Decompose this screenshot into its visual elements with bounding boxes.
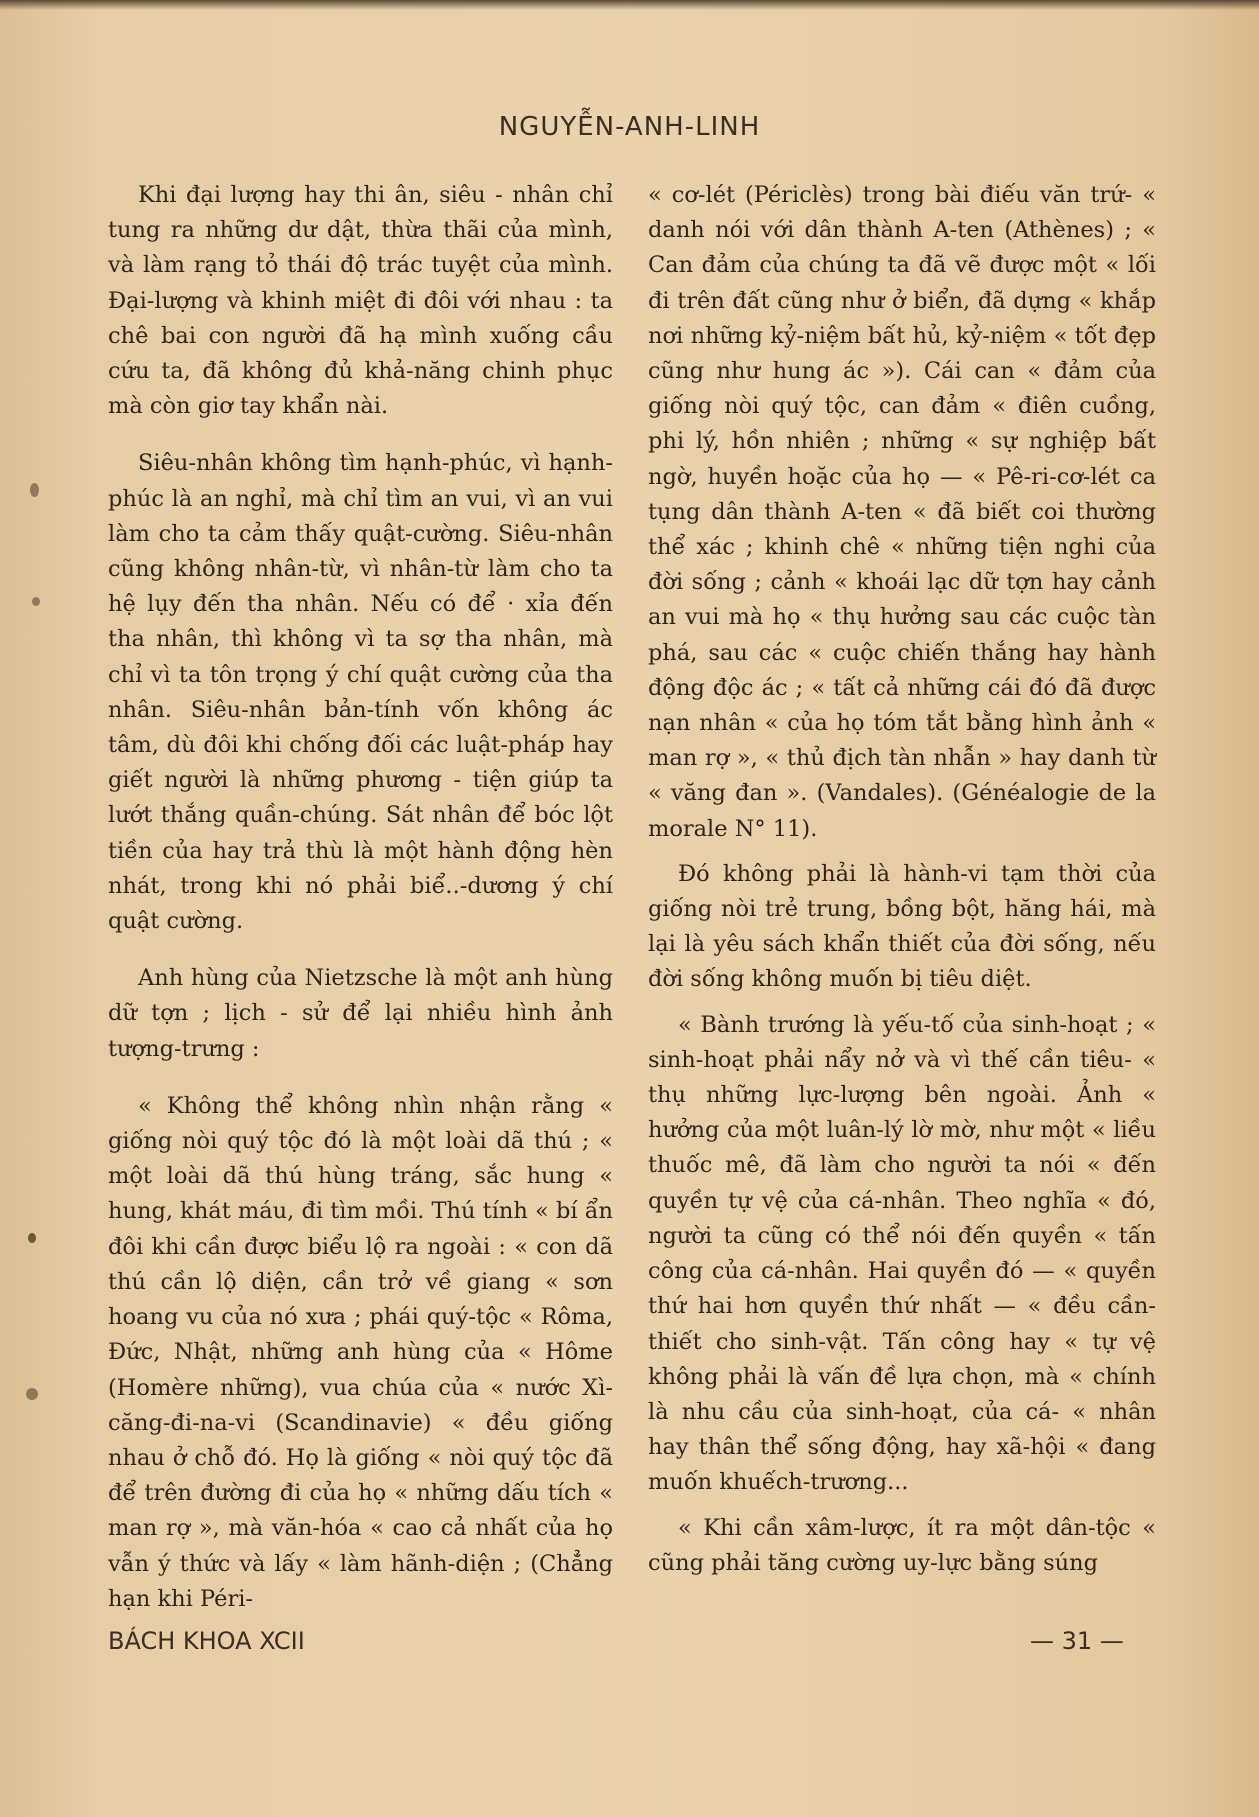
quote-paragraph: « Không thể không nhìn nhận rằng « giống nòi quý tộc đó là một loài dã thú ; « một loài dã thú hùng tráng, sắc hung « hung, khát máu, đi tìm mồi. Thú tính « bí ẩn đôi khi cần được biểu lộ ra ngoài : « con dã thú cần lộ diện, cần trở về giang « sơn hoang vu của nó xưa ; phái quý-tộc « Rôma, Đức, Nhật, những anh hùng của « Hôme (Homère những), vua chúa của « nước Xì-căng-đi-na-vi (Scandinavie) « đều giống nhau ở chỗ đó. Họ là giống « nòi quý tộc đã để trên đường đi của họ « những dấu tích « man rợ », mà văn-hóa « cao cả nhất của họ vẫn ý thức và lấy « làm hãnh-diện ; (Chẳng hạn khi Péri- — [108, 1092, 613, 1612]
magazine-footer: BÁCH KHOA XCII — [108, 1627, 305, 1655]
right-column — [648, 178, 1156, 1581]
ink-spot — [32, 597, 40, 606]
ink-spot — [28, 1233, 36, 1243]
quote-paragraph: « Bành trướng là yếu-tố của sinh-hoạt ; « sinh-hoạt phải nẩy nở và vì thế cần tiêu- « thụ những lực-lượng bên ngoài. Ảnh « hưởng của một luân-lý lờ mờ, như một « liều thuốc mê, đã làm cho người ta nói « đến quyền tự vệ của cá-nhân. Theo nghĩa « đó, người ta cũng có thể nói đến quyền « tấn công của cá-nhân. Hai quyền đó — « quyền thứ hai hơn quyền thứ nhất — « đều cần-thiết cho sinh-vật. Tấn công hay « tự vệ không phải là vấn đề lựa chọn, mà « chính là nhu cầu của sinh-hoạt, của cá- « nhân hay thân thể sống động, hay xã-hội « đang muốn khuếch-trương... — [648, 1011, 1156, 1496]
page-edge-shadow — [0, 0, 1259, 10]
paragraph: Siêu-nhân không tìm hạnh-phúc, vì hạnh-phúc là an nghỉ, mà chỉ tìm an vui, vì an vui làm cho ta cảm thấy quật-cường. Siêu-nhân cũng không nhân-từ, vì nhân-từ làm cho ta hệ lụy đến tha nhân. Nếu có để · xỉa đến tha nhân, thì không vì ta sợ tha nhân, mà chỉ vì ta tôn trọng ý chí quật cường của tha nhân. Siêu-nhân bản-tính vốn không ác tâm, dù đôi khi chống đối các luật-pháp hay giết người là những phương - tiện giúp ta lướt thắng quần-chúng. Sát nhân để bóc lột tiền của hay trả thù là một hành động hèn nhát, trong khi nó phải biể..-dương ý chí quật cường. — [108, 450, 613, 935]
quote-paragraph: « cơ-lét (Périclès) trong bài điếu văn trứ- « danh nói với dân thành A-ten (Athènes) ; « Can đảm của chúng ta đã vẽ được một « lối đi trên đất cũng như ở biển, đã dựng « khắp nơi những kỷ-niệm bất hủ, kỷ-niệm « tốt đẹp cũng như hung ác »). Cái can « đảm của giống nòi quý tộc, can đảm « điên cuồng, phi lý, hồn nhiên ; những « sự nghiệp bất ngờ, huyền hoặc của họ — « Pê-ri-cơ-lét ca tụng dân thành A-ten « đã biết coi thường thể xác ; khinh chê « những tiện nghi của đời sống ; cảnh « khoái lạc dữ tợn hay cảnh an vui mà họ « thụ hưởng sau các cuộc tàn phá, sau các « cuộc chiến thắng hay hành động độc ác ; « tất cả những cái đó đã được nạn nhân « của họ tóm tắt bằng hình ảnh « man rợ », « thủ địch tàn nhẫn » hay danh từ « văng đan ». (Vandales). (Généalogie de la morale N° 11). — [648, 182, 1156, 842]
ink-spot — [26, 1388, 38, 1400]
page-header: NGUYỄN-ANH-LINH — [498, 112, 761, 142]
left-column — [108, 178, 613, 1617]
paragraph: Đó không phải là hành-vi tạm thời của giống nòi trẻ trung, bồng bột, hăng hái, mà lại là yêu sách khẩn thiết của đời sống, nếu đời sống không muốn bị tiêu diệt. — [648, 860, 1156, 993]
page-number: — 31 — — [1030, 1627, 1124, 1655]
paragraph: Khi đại lượng hay thi ân, siêu - nhân chỉ tung ra những dư dật, thừa thãi của mình, và làm rạng tỏ thái độ trác tuyệt của mình. Đại-lượng và khinh miệt đi đôi với nhau : ta chê bai con người đã hạ mình xuống cầu cứu ta, đã không đủ khả-năng chinh phục mà còn giơ tay khẩn nài. — [108, 182, 613, 420]
ink-spot — [30, 483, 39, 497]
paragraph: Anh hùng của Nietzsche là một anh hùng dữ tợn ; lịch - sử để lại nhiều hình ảnh tượng-trưng : — [108, 965, 613, 1062]
quote-paragraph: « Khi cần xâm-lược, ít ra một dân-tộc « cũng phải tăng cường uy-lực bằng súng — [648, 1514, 1156, 1576]
